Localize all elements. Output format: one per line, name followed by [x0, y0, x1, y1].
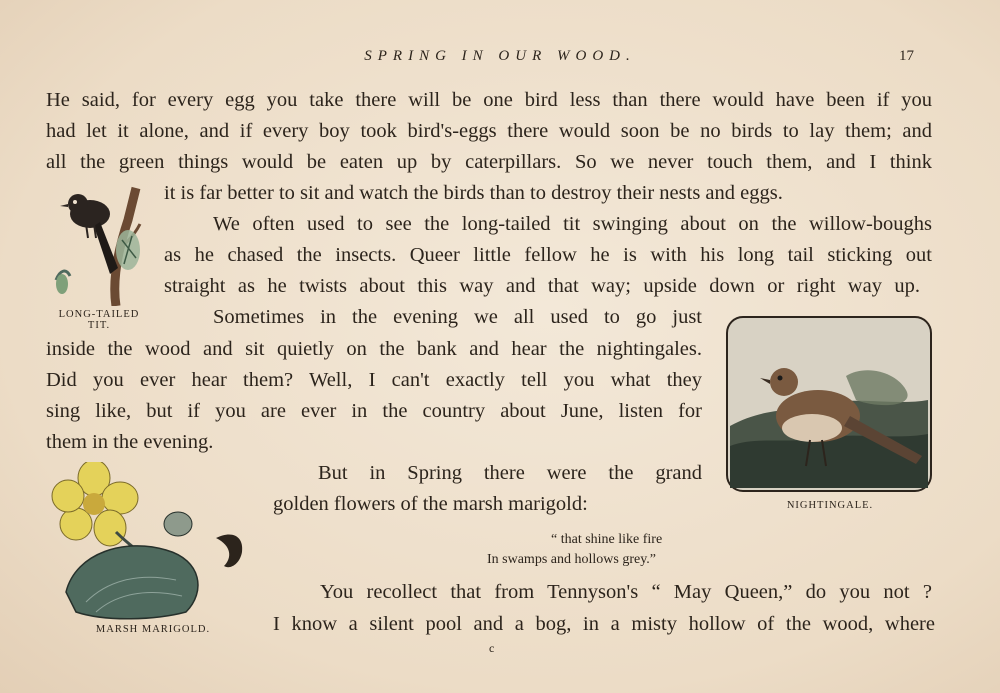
marsh-marigold-illustration — [46, 462, 252, 622]
body-line-4: it is far better to sit and watch the birds than to destroy their nests and eggs. — [164, 182, 783, 204]
caption-marsh-marigold: MARSH MARIGOLD. — [95, 624, 211, 635]
body-line-5: We often used to see the long-tailed tit swinging about on the willow-boughs — [213, 213, 932, 235]
body-line-6: as he chased the insects. Queer little fellow he is with his long tail sticking out — [164, 244, 932, 266]
body-line-12: them in the evening. — [46, 431, 214, 453]
body-line-1: He said, for every egg you take there will be one bird less than there would have been if you — [46, 89, 932, 111]
quote-line-1: “ that shine like fire — [551, 532, 663, 547]
body-line-7: straight as he twists about this way and that way; upside down or right way up. — [164, 275, 920, 297]
page-number: 17 — [899, 48, 914, 64]
body-line-9: inside the wood and sit quietly on the bank and hear the nightingales. — [46, 338, 702, 360]
body-line-2: had let it alone, and if every boy took bird's-eggs there would soon be no birds to lay them; and — [46, 120, 932, 142]
running-title: SPRING IN OUR WOOD. — [364, 48, 636, 64]
body-line-3: all the green things would be eaten up by caterpillars. So we never touch them, and I think — [46, 151, 932, 173]
quote-line-2: In swamps and hollows grey.” — [487, 552, 657, 567]
caption-tit-line-1: LONG-TAILED — [58, 309, 140, 320]
long-tailed-tit-illustration — [46, 180, 142, 306]
body-line-8: Sometimes in the evening we all used to go just — [213, 306, 702, 328]
body-line-16: I know a silent pool and a bog, in a misty hollow of the wood, where — [273, 613, 935, 635]
body-line-13: But in Spring there were the grand — [318, 462, 702, 484]
signature-mark: c — [489, 641, 495, 655]
body-line-14: golden flowers of the marsh marigold: — [273, 493, 588, 515]
caption-long-tailed-tit — [44, 309, 154, 331]
nightingale-illustration — [726, 316, 932, 492]
body-line-10: Did you ever hear them? Well, I can't exactly tell you what they — [46, 369, 702, 391]
body-line-11: sing like, but if you are ever in the country about June, listen for — [46, 400, 702, 422]
caption-tit-line-2: TIT. — [87, 320, 111, 331]
body-line-15: You recollect that from Tennyson's “ May Queen,” do you not ? — [320, 581, 932, 603]
caption-nightingale: NIGHTINGALE. — [786, 500, 874, 511]
